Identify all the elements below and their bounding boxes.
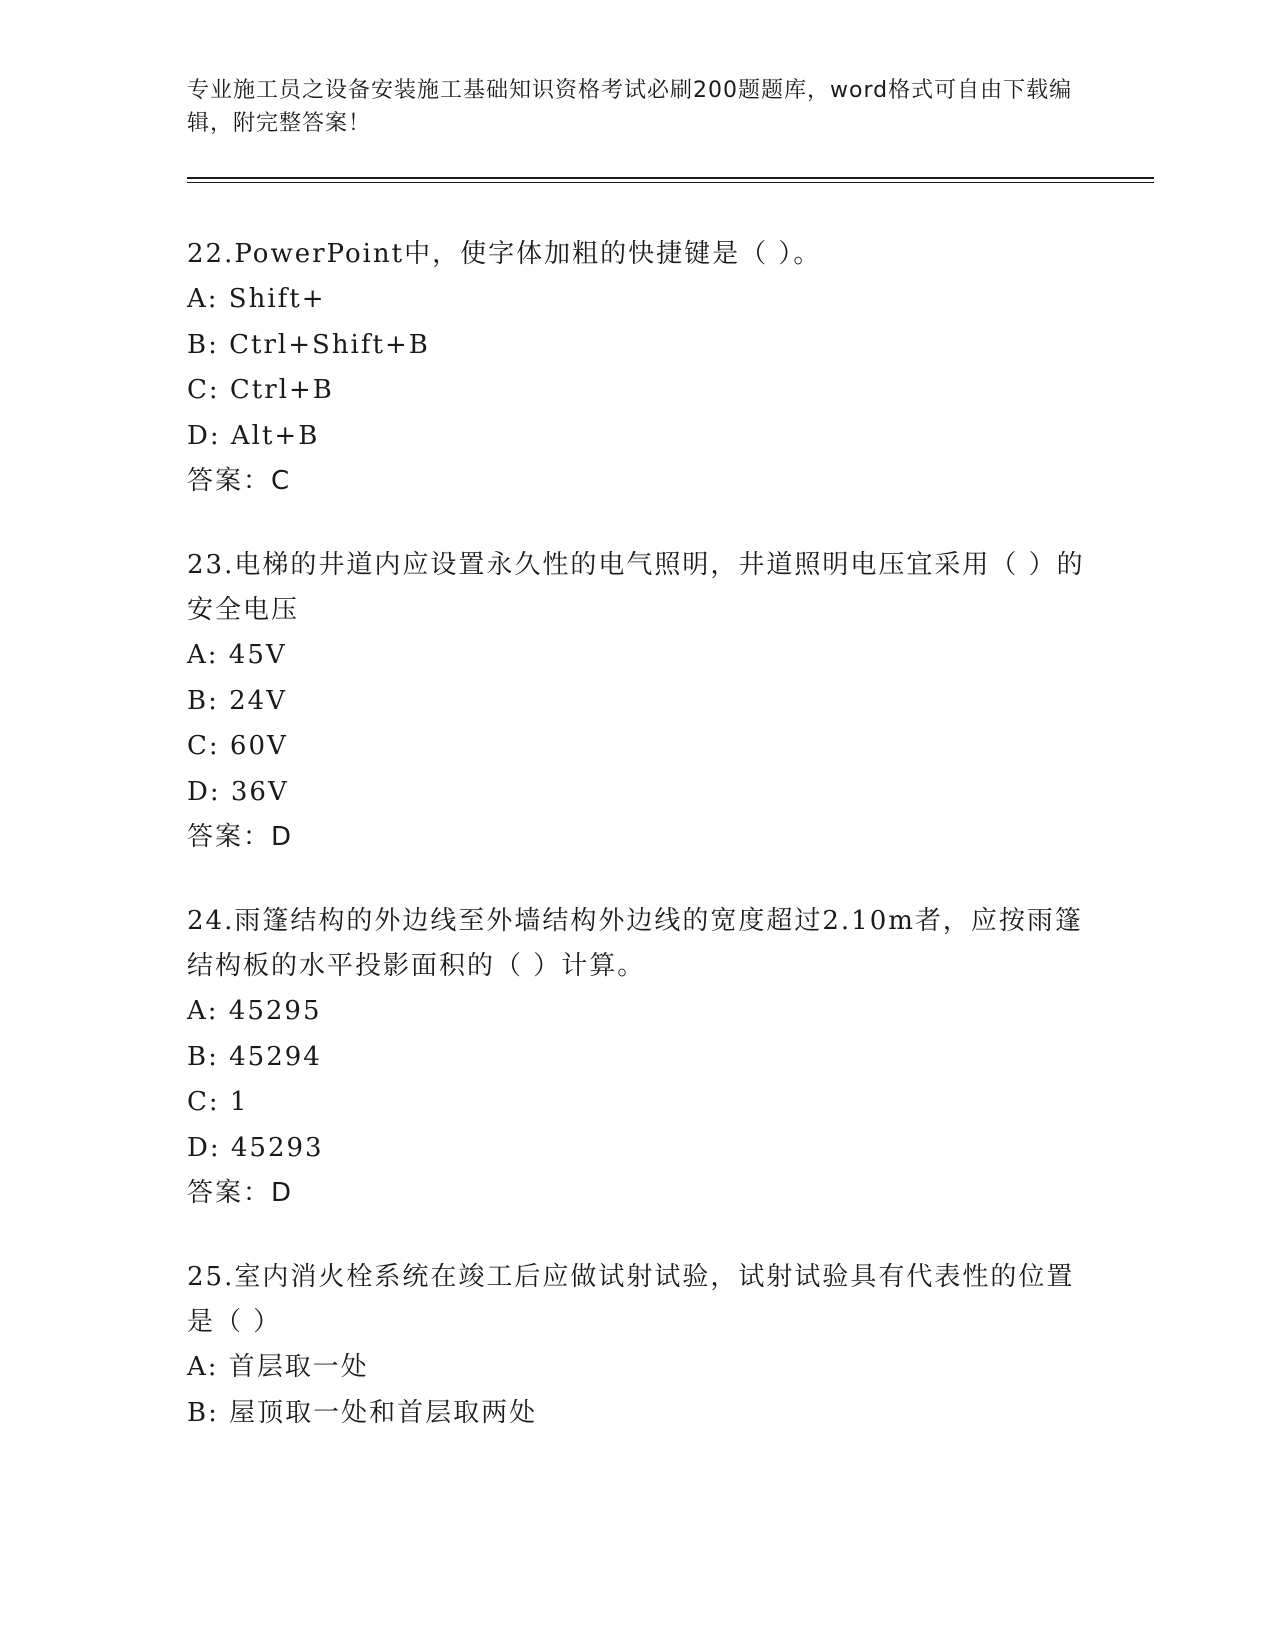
question-stem: 22.PowerPoint中，使字体加粗的快捷键是（ ）。 bbox=[187, 239, 822, 269]
document-header: 专业施工员之设备安装施工基础知识资格考试必刷200题题库，word格式可自由下载编辑，附完整答案！ bbox=[187, 78, 1073, 136]
option-b: B: 24V bbox=[187, 685, 287, 716]
question-stem: 23.电梯的井道内应设置永久性的电气照明，井道照明电压宜采用（ ）的安全电压 bbox=[187, 550, 1085, 625]
question-stem: 25.室内消火栓系统在竣工后应做试射试验，试射试验具有代表性的位置是（ ） bbox=[187, 1262, 1075, 1337]
header-divider-thin bbox=[187, 182, 1154, 183]
header-divider-thick bbox=[187, 177, 1154, 179]
question-22 bbox=[187, 232, 1087, 504]
option-b: B: 45294 bbox=[187, 1041, 322, 1072]
option-a: A: 45V bbox=[187, 640, 287, 670]
option-c: C: 60V bbox=[187, 731, 288, 761]
question-list bbox=[187, 232, 1087, 1475]
option-d: D: 36V bbox=[187, 776, 289, 807]
option-a: A: Shift+ bbox=[187, 284, 326, 314]
option-d: D: Alt+B bbox=[187, 420, 320, 451]
option-b: B: Ctrl+Shift+B bbox=[187, 329, 430, 360]
option-a: A: 首层取一处 bbox=[187, 1352, 369, 1382]
question-23 bbox=[187, 543, 1087, 860]
question-24 bbox=[187, 899, 1087, 1216]
option-c: C: Ctrl+B bbox=[187, 375, 334, 405]
answer: 答案：D bbox=[187, 822, 294, 852]
option-c: C: 1 bbox=[187, 1087, 249, 1117]
option-a: A: 45295 bbox=[187, 996, 322, 1026]
option-b: B: 屋顶取一处和首层取两处 bbox=[187, 1397, 538, 1428]
question-25 bbox=[187, 1255, 1087, 1436]
question-stem: 24.雨篷结构的外边线至外墙结构外边线的宽度超过2.10m者，应按雨篷结构板的水平投影面积的（ ）计算。 bbox=[187, 906, 1083, 981]
answer: 答案：C bbox=[187, 466, 292, 496]
answer: 答案：D bbox=[187, 1178, 294, 1208]
option-d: D: 45293 bbox=[187, 1132, 324, 1163]
